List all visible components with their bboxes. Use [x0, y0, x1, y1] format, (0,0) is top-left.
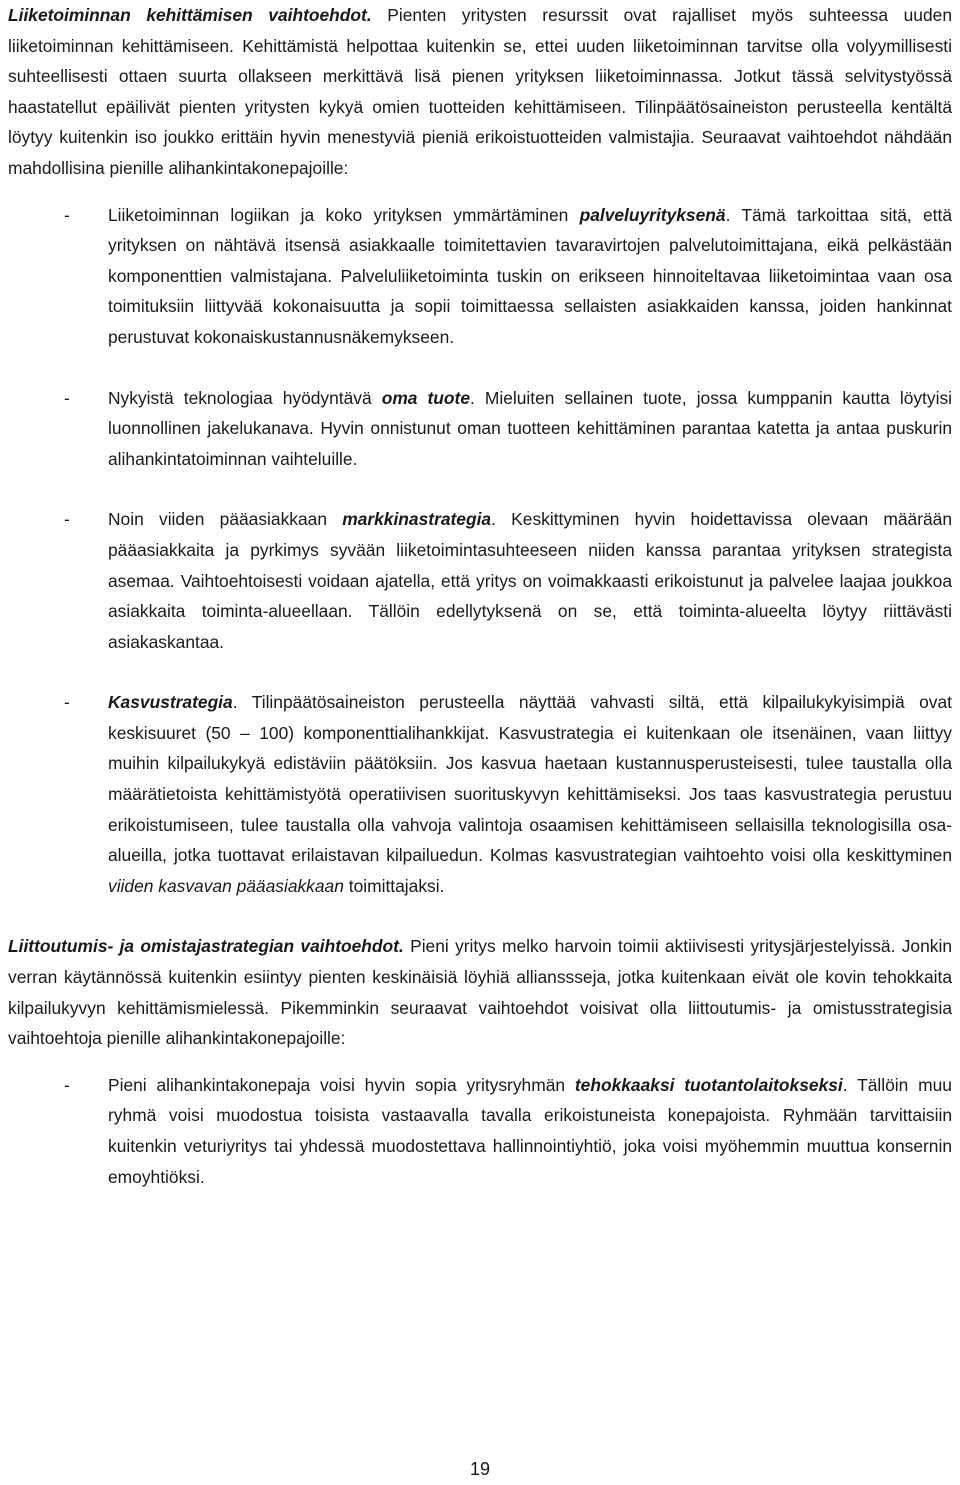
item-emphasis: Kasvustrategia: [108, 692, 233, 713]
item-text: Noin viiden pääasiakkaan: [108, 509, 343, 530]
item-text: . Tämä tarkoittaa sitä, että yrityksen on nähtävä itsensä asiakkaalle toimitettavien tavaravirtojen palvelutoimittajana, eikä pelkästään komponenttien valmistajana. Palveluliiketoiminta tuskin on erikseen hinnoiteltavaa liiketoimintaa vaan osa toimituksiin liittyvää kokonaisuutta ja sopii toimittaessa sellaisten asiakkaiden kanssa, joiden hankinnat perustuvat kokonaiskustannusnäkemykseen.: [108, 204, 952, 347]
dash-bullet: -: [64, 387, 70, 408]
item-text: . Keskittyminen hyvin hoidettavissa olevaan määrään pääasiakkaita ja pyrkimys syvään liiketoimintasuhteeseen niiden kanssa parantaa yrityksen strategista asemaa. Vaihtoehtoisesti voidaan ajatella, että yritys on voimakkaasti erikoistunut ja palvelee laajaa joukkoa asiakkaita toiminta-alueellaan. Tällöin edellytyksenä on se, että toiminta-alueelta löytyy riittävästi asiakaskantaa.: [108, 509, 953, 652]
item-italic: viiden kasvavan pääasiakkaan: [108, 875, 344, 896]
item-text: Liiketoiminnan logiikan ja koko yrityksen ymmärtäminen: [108, 204, 580, 225]
list-item: [8, 504, 952, 657]
item-text: . Tällöin muu ryhmä voisi muodostua toisista vastaavalla tavalla erikoistuneista konepajoista. Ryhmään tarvittaisiin kuitenkin veturiyritys tai yhdessä muodostettava hallinnointiyhtiö, joka voisi myöhemmin muuttua konsernin emoyhtiöksi.: [108, 1074, 952, 1187]
section1-list: [8, 200, 952, 902]
item-emphasis: oma tuote: [381, 387, 470, 408]
dash-bullet: -: [64, 509, 70, 530]
item-emphasis: palveluyrityksenä: [579, 204, 726, 225]
list-item: [8, 687, 952, 901]
item-text: . Mieluiten sellainen tuote, jossa kumppanin kautta löytyisi luonnollinen jakelukanava. Hyvin onnistunut oman tuotteen kehittäminen parantaa katetta ja antaa puskurin alihankintatoiminnan vaihteluille.: [108, 387, 953, 469]
section2-body: Pieni yritys melko harvoin toimii aktiivisesti yritysjärjestelyissä. Jonkin verran käytännössä kuitenkin esiintyy pienten keskinäisiä löyhiä allianssseja, jotka kuitenkaan eivät ole kovin tehokkaita kilpailukyvyn kehittämismielessä. Pikemminkin seuraavat vaihtoehdot voisivat olla liittoutumis- ja omistusstrategisia vaihtoehtoja pienille alihankintakonepajoille:: [8, 936, 952, 1049]
list-item: [8, 1070, 952, 1192]
list-item: [8, 200, 952, 353]
page-number: 19: [469, 1459, 491, 1479]
item-text: Pieni alihankintakonepaja voisi hyvin sopia yritysryhmän: [108, 1074, 575, 1095]
section1-body: Pienten yritysten resurssit ovat rajalliset myös suhteessa uuden liiketoiminnan kehittämiseen. Kehittämistä helpottaa kuitenkin se, ettei uuden liiketoiminnan tarvitse olla volyymillisesti suhteellisesti ottaen suurta ollakseen merkittävä lisä pienen yrityksen liiketoiminnassa. Jotkut tässä selvitystyössä haastatellut epäilivät pienten yritysten kykyä omien tuotteiden kehittämiseen. Tilinpäätösaineiston perusteella kentältä löytyy kuitenkin iso joukko erittäin hyvin menestyviä pieniä erikoistuotteiden valmistajia. Seuraavat vaihtoehdot nähdään mahdollisina pienille alihankintakonepajoille:: [8, 5, 952, 178]
dash-bullet: -: [64, 692, 70, 713]
section2-list: [8, 1070, 952, 1192]
section1-heading: Liiketoiminnan kehittämisen vaihtoehdot.: [8, 5, 372, 25]
item-emphasis: markkinastrategia: [342, 509, 492, 530]
item-text: toimittajaksi.: [343, 875, 445, 896]
dash-bullet: -: [64, 1074, 70, 1095]
list-item: [8, 383, 952, 475]
document-page: [8, 0, 952, 1222]
item-emphasis: tehokkaaksi tuotantolaitokseksi: [574, 1074, 843, 1095]
item-text: Nykyistä teknologiaa hyödyntävä: [108, 387, 382, 408]
dash-bullet: -: [64, 204, 70, 225]
item-text: . Tilinpäätösaineiston perusteella näyttää vahvasti siltä, että kilpailukykyisimpiä ovat keskisuuret (50 – 100) komponenttialihankkijat. Kasvustrategia ei kuitenkaan ole itsenäinen, vaan liittyy muihin kilpailukykyä edistäviin päätöksiin. Jos kasvua haetaan kustannusperusteisesti, tulee taustalla olla määrätietoista kehittämistyötä operatiivisen suorituskyvyn kehittämiseksi. Jos taas kasvustrategia perustuu erikoistumiseen, tulee taustalla olla vahvoja valintoja osaamisen kehittämiseen sellaisilla teknologisilla osa-alueilla, jotka tuottavat erilaistavan kilpailuedun. Kolmas kasvustrategian vaihtoehto voisi olla keskittyminen: [108, 692, 952, 866]
section2-paragraph: [8, 931, 952, 1053]
section2-heading: Liittoutumis- ja omistajastrategian vaihtoehdot.: [8, 936, 404, 957]
section1-paragraph: [8, 0, 952, 184]
